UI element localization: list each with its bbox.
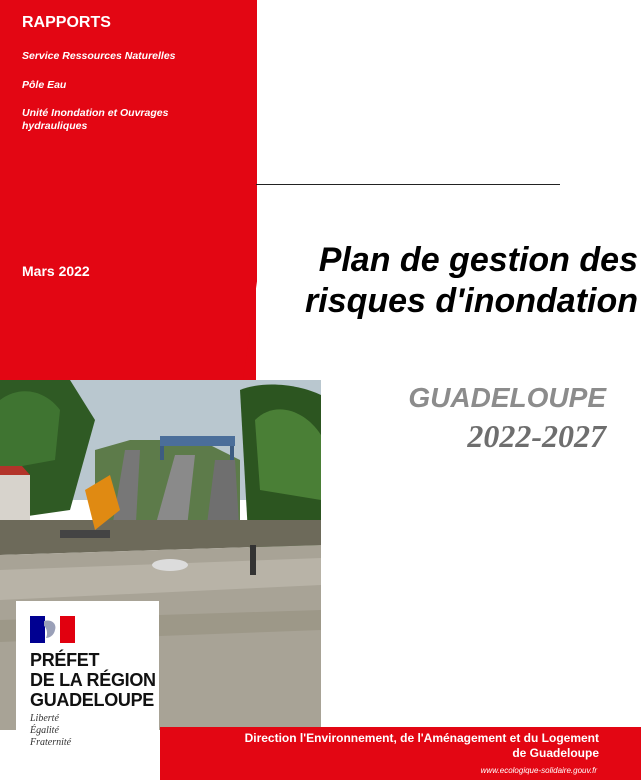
prefet-title: [30, 650, 156, 710]
title-line-1: Plan de gestion des: [318, 241, 638, 279]
document-title: [258, 240, 638, 322]
prefet-line-3: GUADELOUPE: [30, 690, 155, 710]
report-category: RAPPORTS: [22, 14, 111, 31]
issuing-authority: [179, 731, 599, 761]
motto-liberte: Liberté: [30, 713, 59, 724]
unit-name: Unité Inondation et Ouvrages hydrauliques: [22, 107, 169, 132]
region-name: GUADELOUPE: [408, 382, 606, 413]
motto-egalite: Égalité: [30, 725, 59, 736]
authority-line-2: de Guadeloupe: [512, 746, 599, 760]
header-red-panel: [0, 0, 256, 380]
prefet-line-1: PRÉFET: [30, 650, 100, 670]
marianne-flag-icon: [30, 616, 75, 643]
footer-url-band: [160, 765, 641, 780]
report-date: Mars 2022: [22, 263, 90, 279]
prefet-logo-block: [16, 601, 159, 768]
pole-name: Pôle Eau: [22, 79, 67, 91]
title-divider: [256, 184, 560, 185]
plan-period: 2022-2027: [467, 418, 606, 454]
republic-motto: [30, 713, 71, 749]
footer-band: [160, 727, 641, 765]
ministry-url: www.ecologique-solidaire.gouv.fr: [480, 766, 597, 775]
prefet-line-2: DE LA RÉGION: [30, 670, 156, 690]
authority-line-1: Direction l'Environnement, de l'Aménagement et du Logement: [244, 731, 599, 745]
service-name: Service Ressources Naturelles: [22, 50, 176, 62]
title-line-2: risques d'inondation: [305, 282, 638, 320]
motto-fraternite: Fraternité: [30, 737, 72, 748]
